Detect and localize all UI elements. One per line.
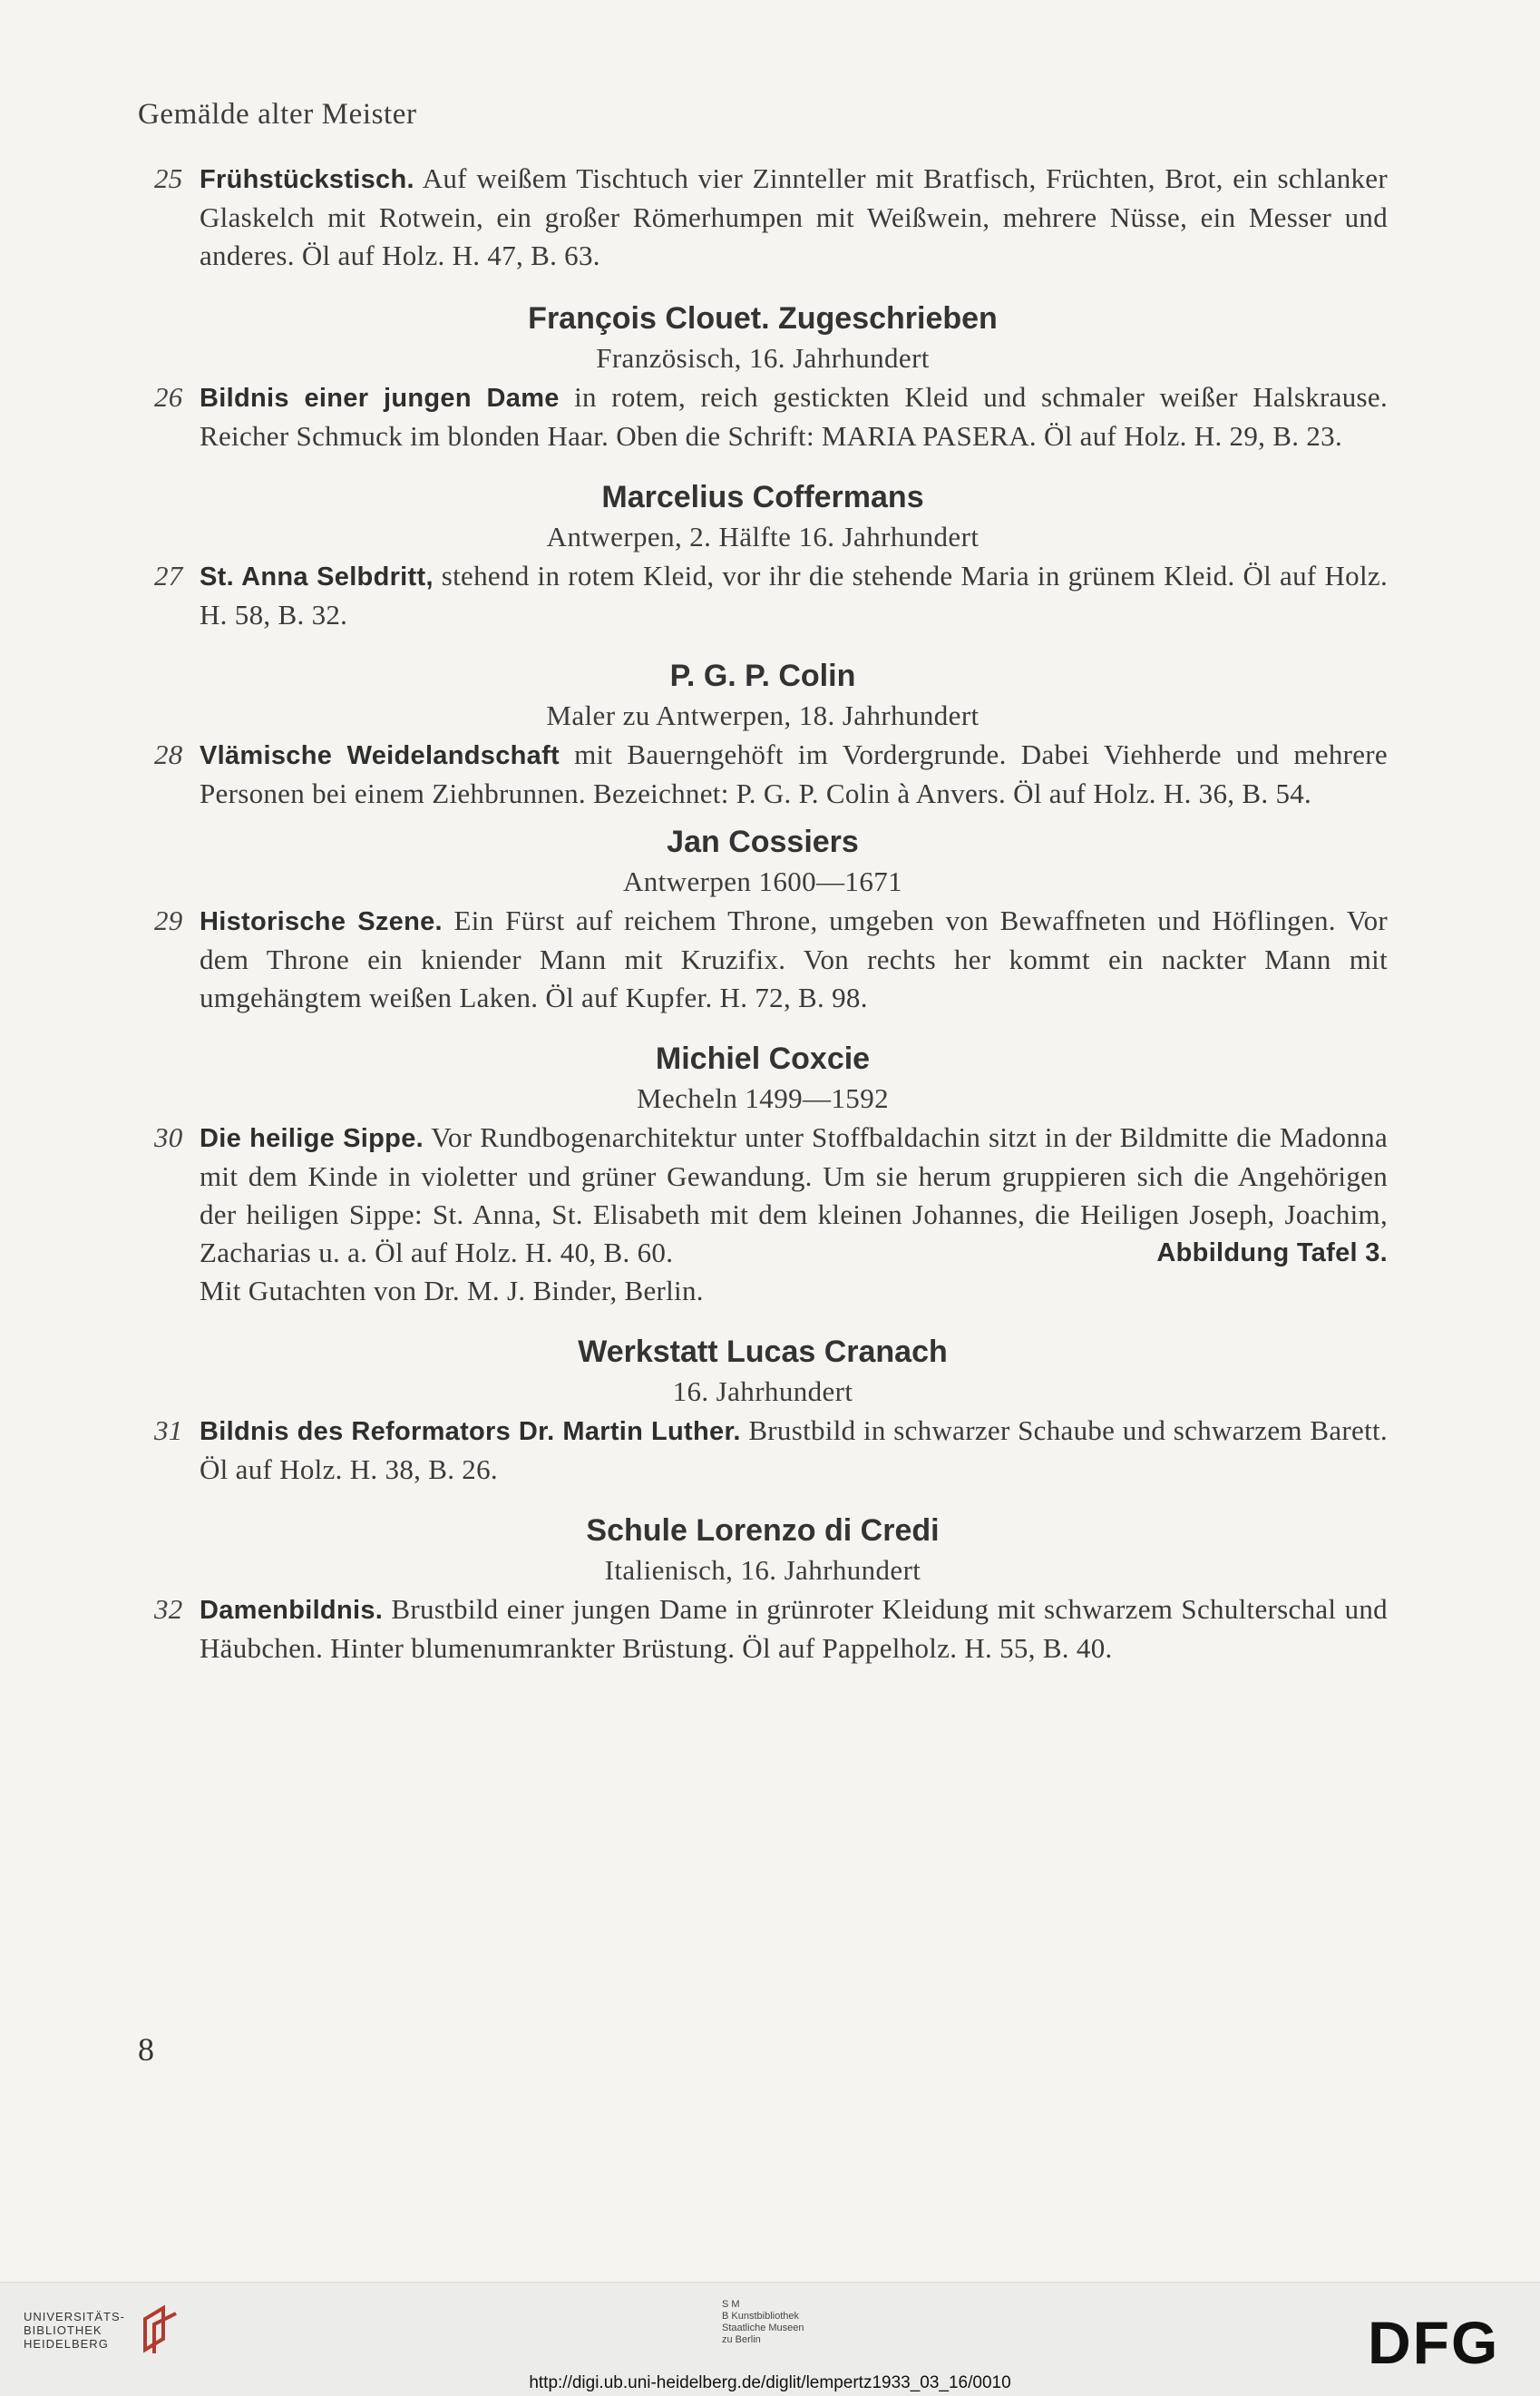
catalog-entry (138, 736, 1388, 813)
entry-number: 27 (154, 560, 183, 592)
entry-description: Vor Rundbogenarchitektur unter Stoffbaldachin sitzt in der Bildmitte die Madonna mit dem Kinde in violetter und grüner Gewandung. Um sie herum gruppieren sich die Angehörigen der heiligen Sippe: St. Anna, St. Elisabeth mit dem kleinen Johannes, die Heiligen Joseph, Joachim, Zacharias u. a. Öl auf Holz. H. 40, B. 60. (200, 1121, 1389, 1268)
artist-heading: Marcelius Coffermans (601, 480, 924, 514)
catalog-entry (138, 378, 1388, 455)
catalog-entry (138, 557, 1388, 634)
entry-title: Bildnis des Reformators Dr. Martin Luther. (200, 1417, 741, 1446)
entry-number: 32 (154, 1593, 183, 1625)
entry-description: Brustbild in schwarzer Schaube und schwarzem Barett. Öl auf Holz. H. 38, B. 26. (200, 1414, 1388, 1485)
catalog-section (138, 1332, 1388, 1489)
entry-description: Ein Fürst auf reichem Throne, umgeben von Bewaffneten und Höflingen. Vor dem Throne ein kniender Mann mit Kruzifix. Von rechts her kommt ein nackter Mann mit umgehängtem weißen Laken. Öl auf Kupfer. H. 72, B. 98. (200, 905, 1388, 1013)
artist-heading: François Clouet. Zugeschrieben (528, 301, 998, 336)
artist-origin: Italienisch, 16. Jahrhundert (604, 1554, 921, 1586)
entry-title: Die heilige Sippe. (200, 1124, 424, 1153)
university-library-label (24, 2310, 125, 2351)
artist-origin: Französisch, 16. Jahrhundert (596, 342, 930, 374)
entry-title: Frühstückstisch. (200, 165, 414, 194)
stamp-line: S M (722, 2299, 740, 2310)
artist-heading: Schule Lorenzo di Credi (586, 1513, 940, 1548)
dfg-logo[interactable]: DFG (1368, 2309, 1500, 2376)
artist-origin: Maler zu Antwerpen, 18. Jahrhundert (546, 699, 980, 731)
stamp-line: B Kunstbibliothek (722, 2311, 799, 2322)
catalog-section (138, 1039, 1388, 1310)
artist-heading: Michiel Coxcie (655, 1042, 871, 1076)
entry-description: mit Bauerngehöft im Vordergrunde. Dabei Viehherde und mehrere Personen bei einem Ziehbrunnen. Bezeichnet: P. G. P. Colin à Anvers. Öl auf Holz. H. 36, B. 54. (200, 738, 1388, 809)
artist-heading: P. G. P. Colin (669, 659, 856, 693)
entry-description: Brustbild einer jungen Dame in grünroter Kleidung mit schwarzem Schulterschal und Häubchen. Hinter blumenumrankter Brüstung. Öl auf Pappelholz. H. 55, B. 40. (200, 1593, 1388, 1664)
artist-origin: Antwerpen, 2. Hälfte 16. Jahrhundert (546, 521, 980, 553)
university-logo-icon[interactable] (136, 2303, 187, 2362)
viewer-footer (0, 2282, 1540, 2396)
library-stamp (722, 2299, 804, 2346)
catalog-section (138, 822, 1388, 1017)
catalog-section (138, 298, 1388, 455)
artist-heading: Jan Cossiers (667, 825, 859, 859)
catalog-section (138, 1511, 1388, 1667)
entry-number: 26 (154, 381, 183, 413)
catalog-section (138, 477, 1388, 634)
stamp-line: zu Berlin (722, 2334, 761, 2345)
running-head: Gemälde alter Meister (138, 98, 417, 131)
entry-title: Bildnis einer jungen Dame (200, 384, 560, 413)
entry-number: 30 (154, 1121, 183, 1153)
catalog-entry (138, 1119, 1388, 1272)
entry-number: 25 (154, 162, 183, 194)
entry-title: Damenbildnis. (200, 1596, 384, 1625)
stamp-line: Staatliche Museen (722, 2323, 804, 2333)
entry-title: Historische Szene. (200, 907, 443, 936)
university-label-line: BIBLIOTHEK (24, 2323, 102, 2337)
catalog-content (138, 160, 1388, 1667)
artist-heading: Werkstatt Lucas Cranach (578, 1335, 948, 1369)
university-label-line: UNIVERSITÄTS- (24, 2310, 125, 2323)
entry-title: Vlämische Weidelandschaft (200, 741, 560, 770)
artist-origin: Mecheln 1499—1592 (636, 1082, 889, 1114)
university-label-line: HEIDELBERG (24, 2337, 109, 2351)
catalog-section (138, 160, 1388, 275)
entry-title: St. Anna Selbdritt, (200, 562, 434, 592)
entry-number: 29 (154, 905, 183, 936)
catalog-entry (138, 160, 1388, 275)
catalog-entry (138, 1590, 1388, 1667)
page-number: 8 (138, 2031, 154, 2068)
artist-origin: 16. Jahrhundert (672, 1375, 853, 1407)
entry-description: stehend in rotem Kleid, vor ihr die stehende Maria in grünem Kleid. Öl auf Holz. H. 58, B. 32. (200, 560, 1388, 631)
catalog-entry (138, 902, 1388, 1017)
permalink-url[interactable]: http://digi.ub.uni-heidelberg.de/diglit/lempertz1933_03_16/0010 (529, 2373, 1011, 2392)
entry-note: Mit Gutachten von Dr. M. J. Binder, Berlin. (200, 1275, 704, 1306)
entry-description: in rotem, reich gestickten Kleid und schmaler weißer Halskrause. Reicher Schmuck im blonden Haar. Oben die Schrift: MARIA PASERA. Öl auf Holz. H. 29, B. 23. (200, 381, 1389, 452)
artist-origin: Antwerpen 1600—1671 (622, 865, 903, 897)
entry-description: Auf weißem Tischtuch vier Zinnteller mit Bratfisch, Früchten, Brot, ein schlanker Glaskelch mit Rotwein, ein großer Römerhumpen mit Weißwein, mehrere Nüsse, ein Messer und anderes. Öl auf Holz. H. 47, B. 63. (200, 162, 1388, 271)
catalog-entry (138, 1412, 1388, 1489)
catalog-section (138, 656, 1388, 813)
entry-number: 28 (154, 738, 183, 770)
entry-number: 31 (154, 1414, 183, 1446)
plate-reference: Abbildung Tafel 3. (1156, 1238, 1388, 1267)
